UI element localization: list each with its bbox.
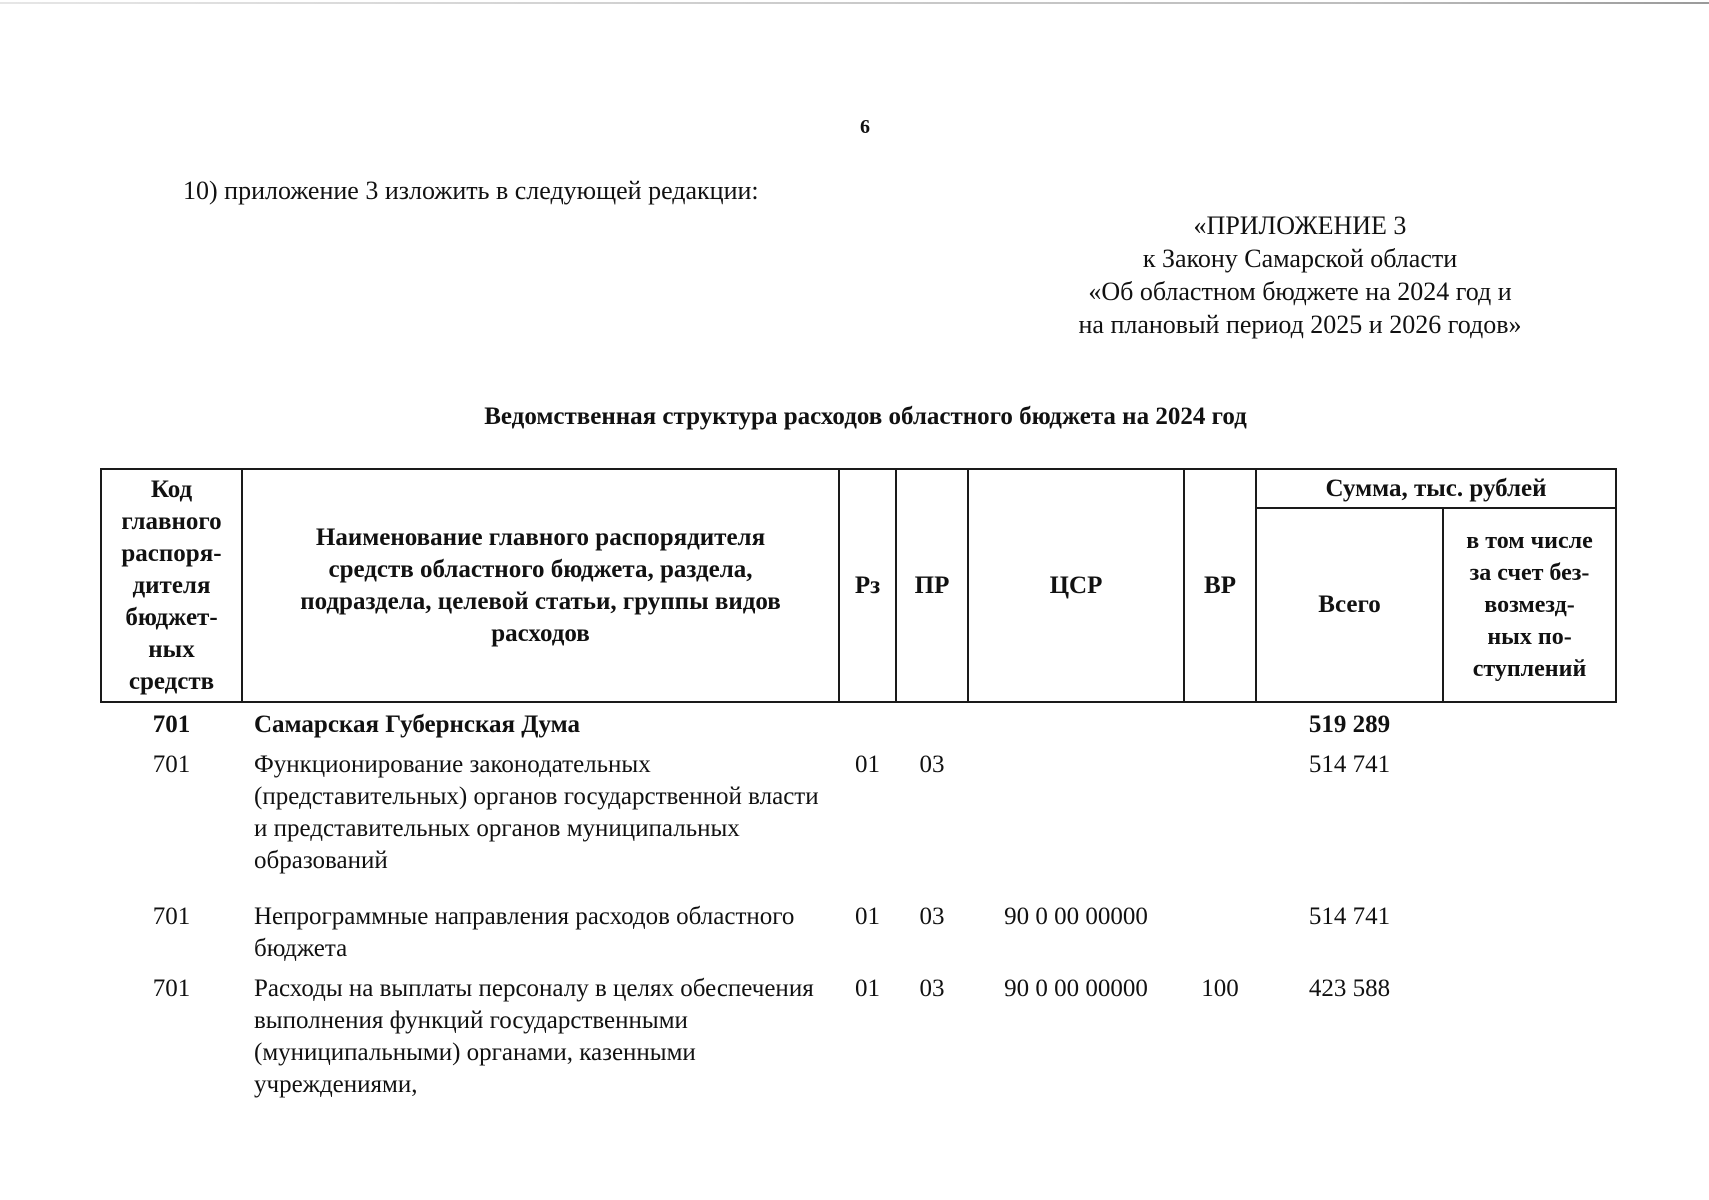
- budget-table: [100, 468, 1617, 1101]
- cell-total: 423 588: [1308, 975, 1391, 1002]
- cell-name: Непрограммные направления расходов областного бюджета: [254, 903, 795, 962]
- cell-code: 701: [152, 711, 191, 738]
- cell-pr: [896, 702, 968, 741]
- cell-rz: [839, 702, 896, 741]
- cell-name: Самарская Губернская Дума: [254, 711, 581, 738]
- cell-pr: 03: [919, 903, 945, 930]
- cell-vr: 100: [1201, 975, 1239, 1002]
- header-rz: Рз: [839, 469, 896, 702]
- appendix-line: «ПРИЛОЖЕНИЕ 3: [1193, 211, 1407, 240]
- cell-code: 701: [152, 751, 191, 778]
- cell-csr: 90 0 00 00000: [1004, 975, 1148, 1002]
- cell-code: 701: [152, 903, 191, 930]
- cell-code: 701: [152, 975, 191, 1002]
- header-sum: Сумма, тыс. рублей: [1256, 469, 1616, 508]
- appendix-reference: [1000, 209, 1600, 341]
- cell-vr: [1184, 877, 1256, 965]
- table-row: [101, 877, 1616, 965]
- header-total: Всего: [1256, 508, 1443, 702]
- appendix-line: «Об областном бюджете на 2024 год и: [1088, 277, 1512, 306]
- cell-csr: 90 0 00 00000: [1004, 903, 1148, 930]
- intro-text: 10) приложение 3 изложить в следующей редакции:: [183, 176, 759, 205]
- cell-total: 519 289: [1308, 711, 1391, 738]
- page-number: 6: [860, 116, 870, 138]
- cell-grants: [1443, 702, 1616, 741]
- cell-grants: [1443, 877, 1616, 965]
- header-vr: ВР: [1184, 469, 1256, 702]
- cell-rz: 01: [855, 903, 880, 930]
- appendix-line: на плановый период 2025 и 2026 годов»: [1078, 310, 1522, 339]
- cell-name: Расходы на выплаты персоналу в целях обеспечения выполнения функций государственными (муниципальными) органами, казенными учреждениями,: [254, 975, 814, 1098]
- appendix-line: к Закону Самарской области: [1142, 244, 1458, 273]
- cell-csr: [968, 702, 1184, 741]
- cell-total: 514 741: [1308, 903, 1391, 930]
- cell-pr: 03: [919, 751, 945, 778]
- header-name: Наименование главного распорядителя средств областного бюджета, раздела, подраздела, целевой статьи, группы видов расходов: [242, 469, 839, 702]
- cell-csr: [968, 741, 1184, 877]
- cell-vr: [1184, 741, 1256, 877]
- header-csr: ЦСР: [968, 469, 1184, 702]
- table-row: [101, 965, 1616, 1101]
- header-grants: в том числе за счет без- возмезд- ных по- ступлений: [1443, 508, 1616, 702]
- table-header: [101, 469, 1616, 702]
- scan-edge-line: [0, 2, 1709, 4]
- table-body: [101, 702, 1616, 1101]
- cell-rz: 01: [855, 975, 880, 1002]
- table-row: [101, 741, 1616, 877]
- table-row: [101, 702, 1616, 741]
- cell-pr: 03: [919, 975, 945, 1002]
- header-pr: ПР: [896, 469, 968, 702]
- header-code: Код главного распоря- дителя бюджет- ных средств: [101, 469, 242, 702]
- document-title: Ведомственная структура расходов областного бюджета на 2024 год: [484, 403, 1247, 430]
- cell-grants: [1443, 965, 1616, 1101]
- cell-name: Функционирование законодательных (представительных) органов государственной власти и представительных органов муниципальных образований: [254, 751, 819, 874]
- cell-total: 514 741: [1308, 751, 1391, 778]
- cell-vr: [1184, 702, 1256, 741]
- cell-grants: [1443, 741, 1616, 877]
- cell-rz: 01: [855, 751, 880, 778]
